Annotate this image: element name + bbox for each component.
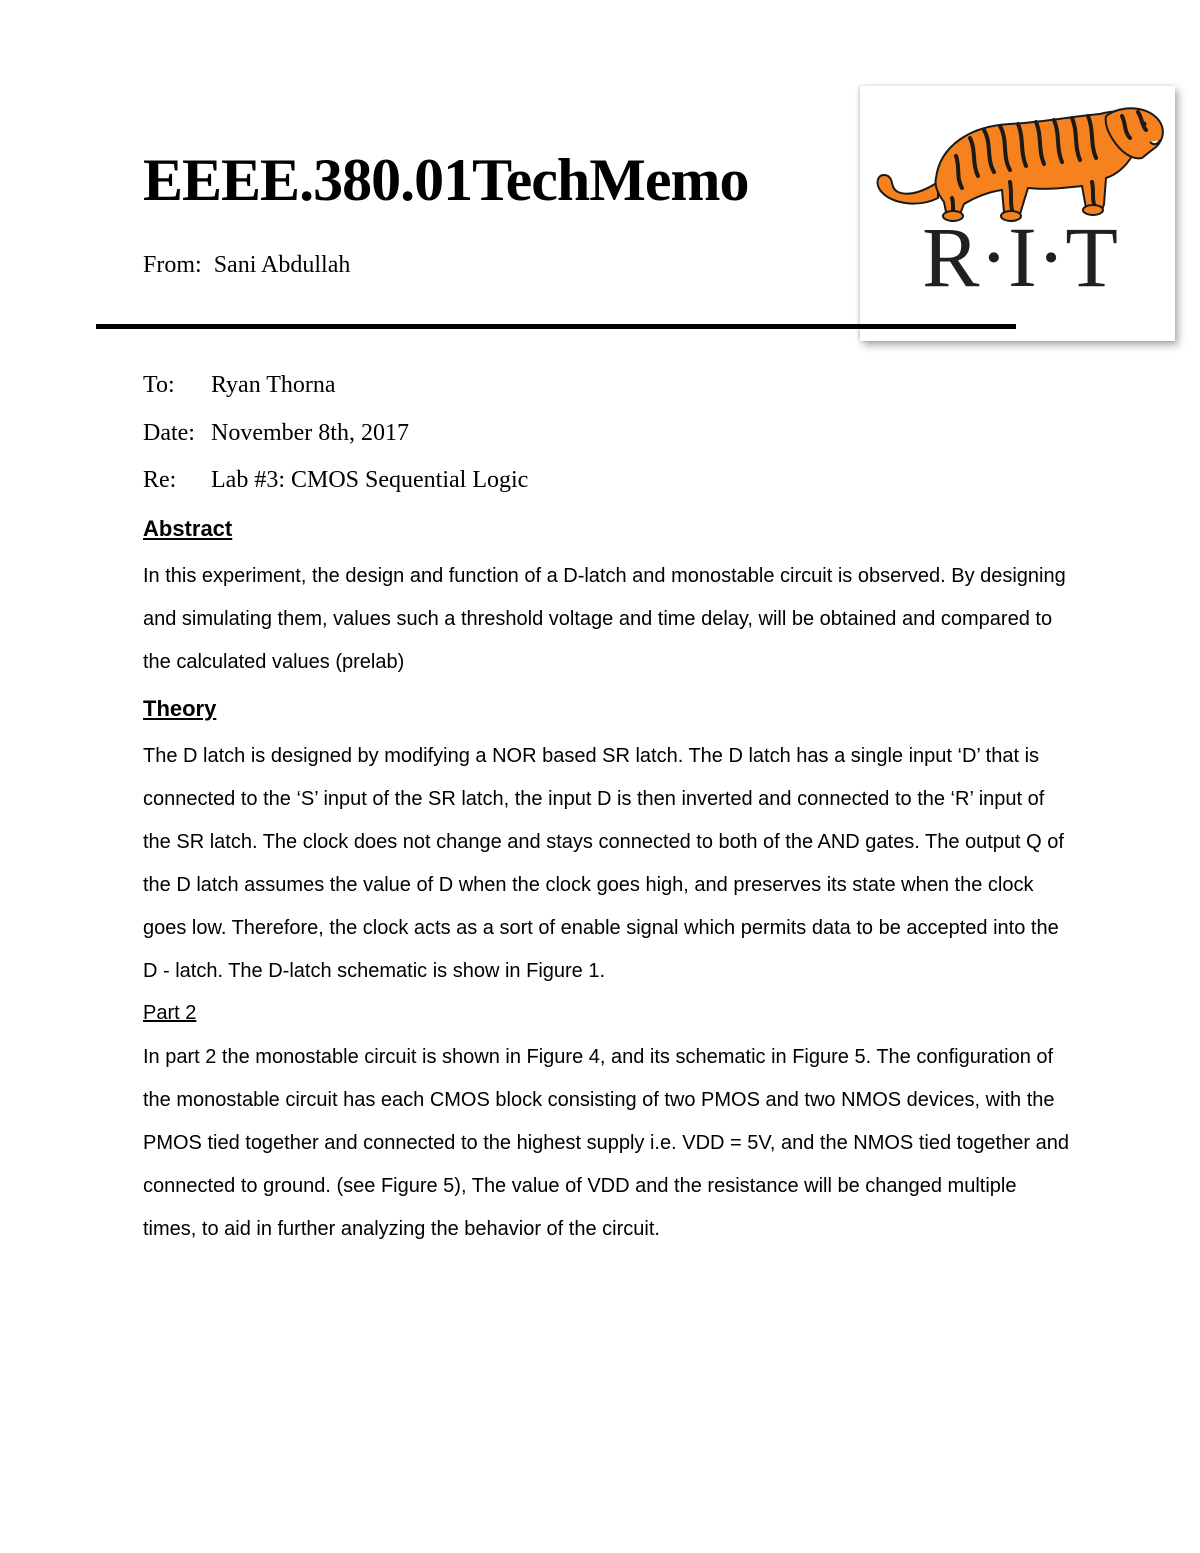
rit-logo xyxy=(860,86,1175,341)
abstract-heading: Abstract xyxy=(143,516,233,541)
abstract-text: In this experiment, the design and function of a D-latch and monostable circuit is observed. By designing and simulating them, values such a threshold voltage and time delay, will be obtained and compared to the calculated values (prelab) xyxy=(143,565,1066,673)
part2-text: In part 2 the monostable circuit is shown in Figure 4, and its schematic in Figure 5. The configuration of the monostable circuit has each CMOS block consisting of two PMOS and two NMOS devices, with the PMOS tied together and connected to the highest supply i.e. VDD = 5V, and the NMOS tied together and connected to ground. (see Figure 5), The value of VDD and the resistance will be changed multiple times, to aid in further analyzing the behavior of the circuit. xyxy=(143,1046,1069,1240)
date-value: November 8th, 2017 xyxy=(211,420,409,446)
tiger-icon xyxy=(860,86,1175,341)
memo-from xyxy=(143,250,350,280)
header-divider xyxy=(96,324,1016,329)
re-value: Lab #3: CMOS Sequential Logic xyxy=(211,467,529,493)
part2-heading: Part 2 xyxy=(143,1002,197,1024)
theory-heading: Theory xyxy=(143,696,217,721)
theory-text: The D latch is designed by modifying a NOR based SR latch. The D latch has a single input ‘D’ that is connected to the ‘S’ input of the SR latch, the input D is then inverted and connected to the ‘R’ input of the SR latch. The clock does not change and stays connected to both of the AND gates. The output Q of the D latch assumes the value of D when the clock goes high, and preserves its state when the clock goes low. Therefore, the clock acts as a sort of enable signal which permits data to be accepted into the D - latch. The D-latch schematic is show in Figure 1. xyxy=(143,745,1064,982)
memo-title: EEEE.380.01TechMemo xyxy=(143,147,749,213)
from-value: Sani Abdullah xyxy=(213,252,351,278)
re-label: Re: xyxy=(143,467,177,493)
to-label: To: xyxy=(143,372,175,398)
logo-text: R·I·T xyxy=(922,209,1118,305)
to-value: Ryan Thorna xyxy=(211,372,336,398)
date-label: Date: xyxy=(143,420,195,446)
from-label: From: xyxy=(143,252,202,278)
